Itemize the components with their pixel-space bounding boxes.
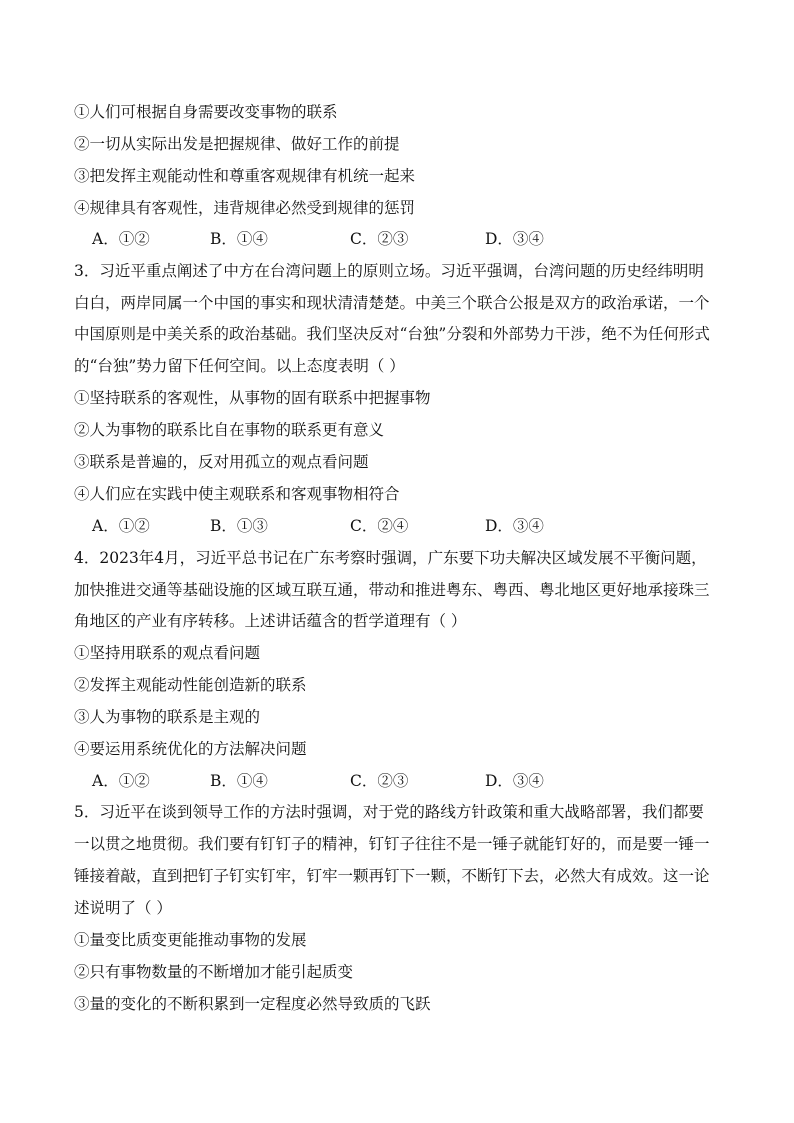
q5-item-3: ③量的变化的不断积累到一定程度必然导致质的飞跃 [74, 995, 431, 1013]
q4-stem-line-1: 4．2023年4月，习近平总书记在广东考察时强调，广东要下功夫解决区域发展不平衡问题， [74, 549, 707, 567]
q4-item-4: ④要运用系统优化的方法解决问题 [74, 740, 307, 758]
q5-stem-line-2: 一以贯之地贯彻。我们要有钉钉子的精神，钉钉子往往不是一锤子就能钉好的，而是要一锤一 [74, 835, 710, 853]
q4-item-2: ②发挥主观能动性能创造新的联系 [74, 676, 307, 694]
q2-option-b: B．①④ [210, 230, 268, 248]
q4-option-a: A．①② [92, 772, 150, 790]
q2-item-4: ④规律具有客观性，违背规律必然受到规律的惩罚 [74, 199, 416, 217]
q4-option-d: D．③④ [485, 772, 544, 790]
q4-item-1: ①坚持用联系的观点看问题 [74, 644, 261, 662]
q3-item-4: ④人们应在实践中使主观联系和客观事物相符合 [74, 485, 400, 503]
q2-option-a: A．①② [92, 230, 150, 248]
q5-item-2: ②只有事物数量的不断增加才能引起质变 [74, 963, 354, 981]
q4-item-3: ③人为事物的联系是主观的 [74, 708, 261, 726]
q3-options [92, 516, 692, 536]
q5-stem-line-4: 述说明了（ ） [74, 899, 172, 917]
q5-item-1: ①量变比质变更能推动事物的发展 [74, 931, 307, 949]
q3-option-b: B．①③ [210, 517, 268, 535]
q3-item-3: ③联系是普遍的，反对用孤立的观点看问题 [74, 453, 369, 471]
q2-option-d: D．③④ [485, 230, 544, 248]
q4-options [92, 771, 692, 791]
q3-stem-line-1: 3．习近平重点阐述了中方在台湾问题上的原则立场。习近平强调，台湾问题的历史经纬明明 [74, 262, 704, 280]
q4-option-c: C．②③ [350, 772, 409, 790]
q2-option-c: C．②③ [350, 230, 409, 248]
q4-option-b: B．①④ [210, 772, 268, 790]
q2-item-3: ③把发挥主观能动性和尊重客观规律有机统一起来 [74, 167, 416, 185]
q4-stem-line-3: 角地区的产业有序转移。上述讲话蕴含的哲学道理有（ ） [74, 612, 467, 630]
q2-options [92, 229, 692, 249]
q3-stem-line-2: 白白，两岸同属一个中国的事实和现状清清楚楚。中美三个联合公报是双方的政治承诺，一个 [74, 294, 710, 312]
q3-stem-line-4: 的“台独”势力留下任何空间。以上态度表明（ ） [74, 357, 405, 375]
q4-stem-line-2: 加快推进交通等基础设施的区域互联互通，带动和推进粤东、粤西、粤北地区更好地承接珠三 [74, 581, 710, 599]
q5-stem-line-3: 锤接着敲，直到把钉子钉实钉牢，钉牢一颗再钉下一颗，不断钉下去，必然大有成效。这一论 [74, 867, 710, 885]
q3-option-c: C．②④ [350, 517, 409, 535]
q3-option-d: D．③④ [485, 517, 544, 535]
q2-item-2: ②一切从实际出发是把握规律、做好工作的前提 [74, 135, 400, 153]
q3-item-2: ②人为事物的联系比自在事物的联系更有意义 [74, 421, 385, 439]
q5-stem-line-1: 5．习近平在谈到领导工作的方法时强调，对于党的路线方针政策和重大战略部署，我们都要 [74, 803, 704, 821]
q3-item-1: ①坚持联系的客观性，从事物的固有联系中把握事物 [74, 389, 431, 407]
q3-option-a: A．①② [92, 517, 150, 535]
q2-item-1: ①人们可根据自身需要改变事物的联系 [74, 103, 338, 121]
q3-stem-line-3: 中国原则是中美关系的政治基础。我们坚决反对“台独”分裂和外部势力干涉，绝不为任何形式 [74, 325, 710, 343]
